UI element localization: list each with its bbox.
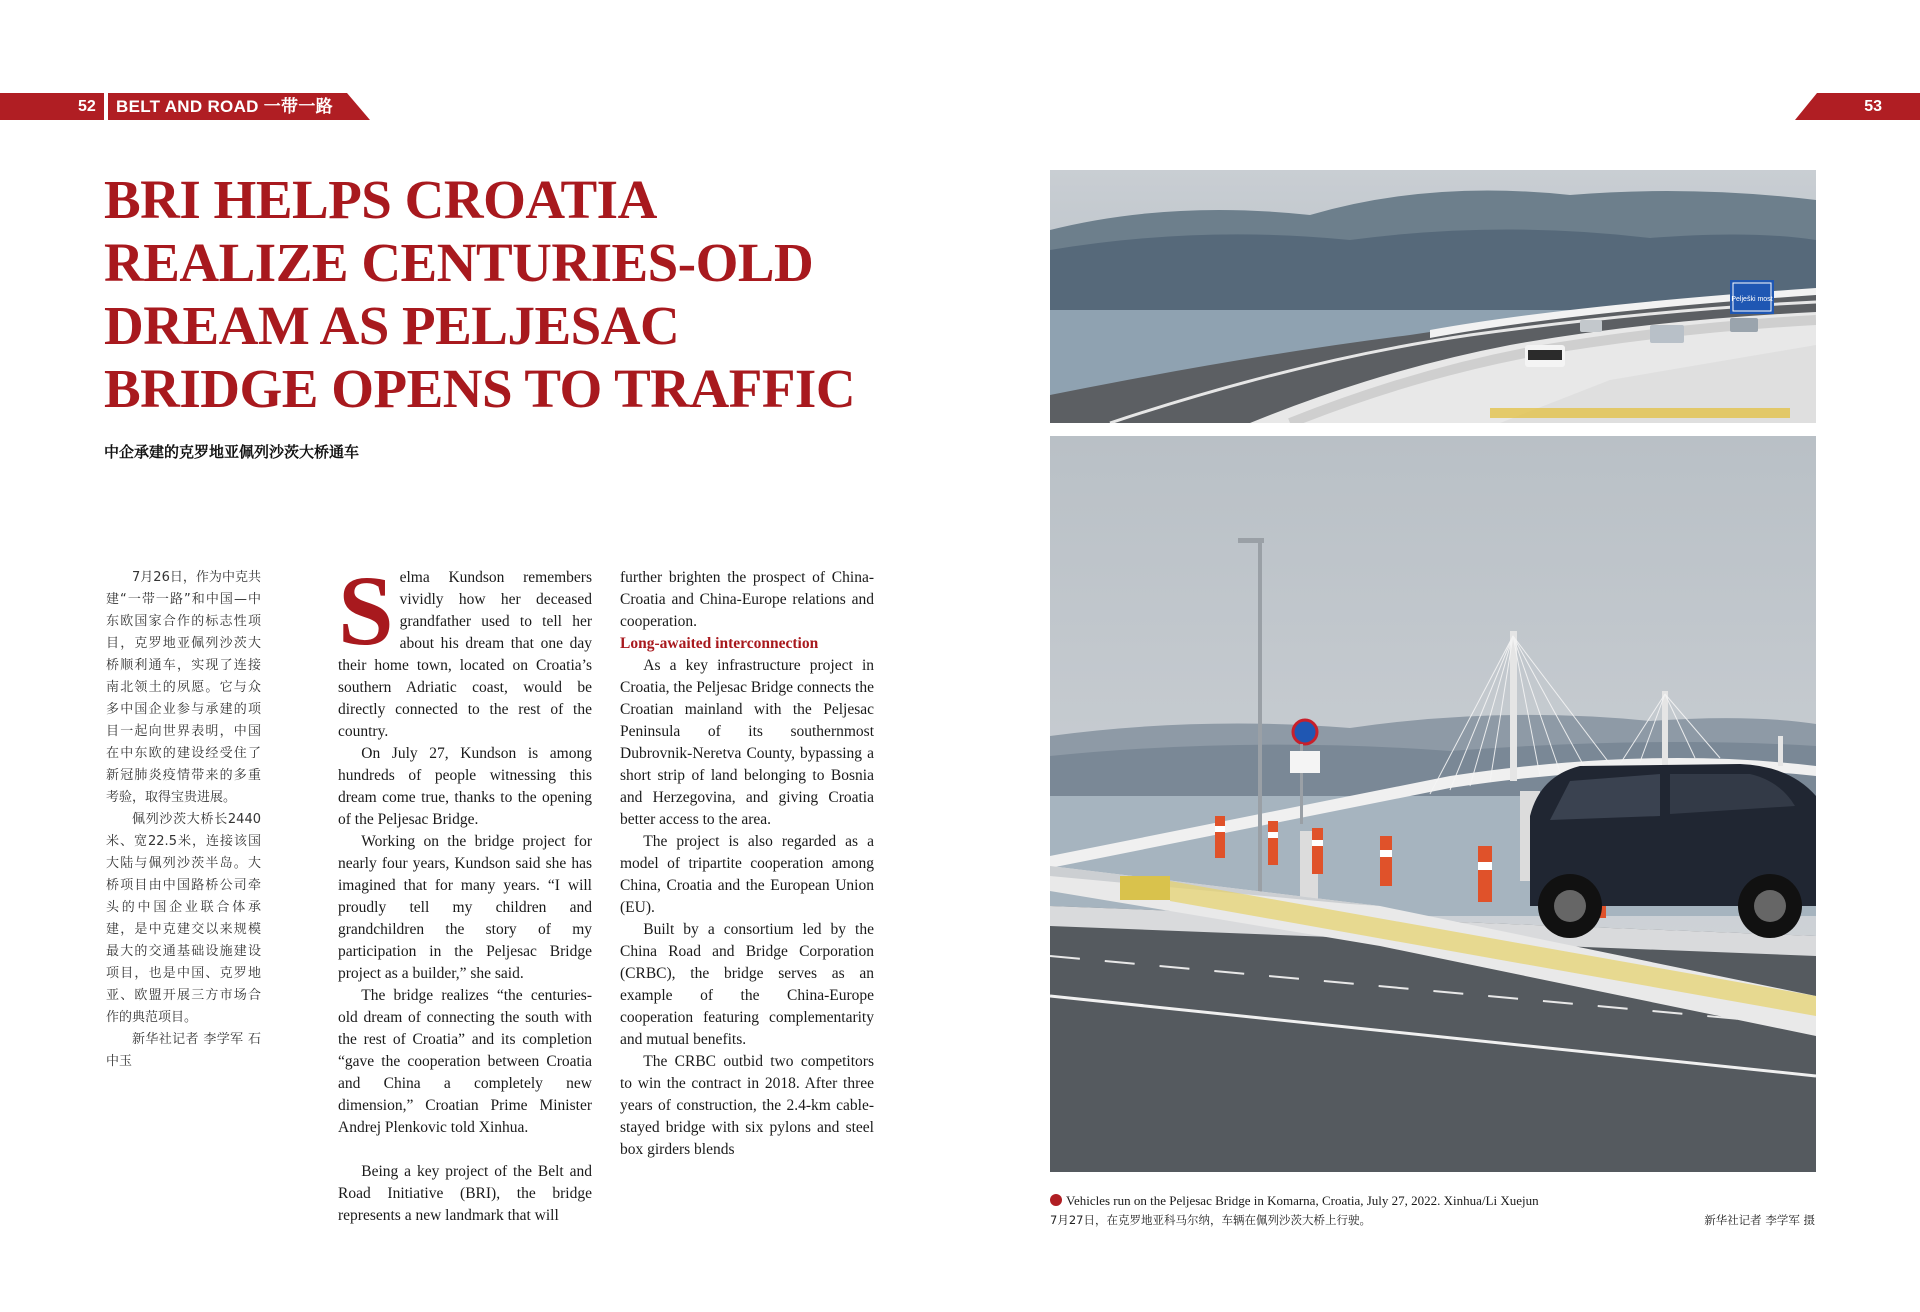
bridge-photo-top — [1050, 170, 1816, 423]
photo-caption-en-text: Vehicles run on the Peljesac Bridge in Komarna, Croatia, July 27, 2022. Xinhua/Li Xuejun — [1066, 1193, 1539, 1208]
left-page-number: 52 — [78, 98, 96, 115]
headline-line: BRI HELPS CROATIA — [104, 169, 657, 230]
article-paragraph: further brighten the prospect of China-Croatia and China-Europe relations and cooperation. — [620, 569, 874, 630]
header-divider — [104, 93, 108, 120]
bridge-photo-top-illustration — [1050, 170, 1816, 423]
photo-caption-cn: 7月27日，在克罗地亚科马尔纳，车辆在佩列沙茨大桥上行驶。 — [1050, 1213, 1371, 1227]
article-paragraph: The bridge realizes “the centuries-old dream of connecting the south with the rest of Croatia” and its completion “gave the cooperation between Croatia and China a completely new dimension,” Croatian Prime Minister Andrej Plenkovic told Xinhua. — [338, 987, 592, 1136]
right-page-number: 53 — [1864, 98, 1882, 115]
camera-icon — [1050, 1194, 1062, 1206]
article-paragraph: Built by a consortium led by the China Road and Bridge Corporation (CRBC), the bridge serves as an example of the China-Europe cooperation featuring complementarity and mutual benefits. — [620, 921, 874, 1048]
article-paragraph: The CRBC outbid two competitors to win the contract in 2018. After three years of construction, the 2.4-km cable-stayed bridge with six pylons and steel box girders blends — [620, 1053, 874, 1158]
article-paragraph — [338, 555, 592, 743]
section-label: BELT AND ROAD 一带一路 — [116, 97, 333, 116]
article-subheading: Long-awaited interconnection — [620, 635, 819, 652]
bridge-photo-main — [1050, 436, 1816, 1172]
article-column-1 — [338, 555, 592, 1227]
headline — [104, 168, 904, 420]
bridge-photo-main-illustration — [1050, 436, 1816, 1172]
article-paragraph: Working on the bridge project for nearly four years, Kundson said she has imagined that for many years. “I will proudly tell my children and grandchildren the story of my participation in the Peljesac Bridge project as a builder,” she said. — [338, 833, 592, 982]
chinese-title: 中企承建的克罗地亚佩列沙茨大桥通车 — [104, 443, 360, 461]
article-paragraph: The project is also regarded as a model of tripartite cooperation among China, Croatia and the European Union (EU). — [620, 833, 874, 916]
chinese-paragraph: 7月26日，作为中克共建“一带一路”和中国—中东欧国家合作的标志性项目，克罗地亚佩列沙茨大桥顺利通车，实现了连接南北领土的夙愿。它与众多中国企业参与承建的项目一起向世界表明，中国在中东欧的建设经受住了新冠肺炎疫情带来的多重考验，取得宝贵进展。 — [106, 570, 261, 805]
chinese-paragraph: 佩列沙茨大桥长2440米、宽22.5米，连接该国大陆与佩列沙茨半岛。大桥项目由中国路桥公司牵头的中国企业联合体承建，是中克建交以来规模最大的交通基础设施建设项目，也是中国、克罗地亚、欧盟开展三方市场合作的典范项目。 — [106, 812, 261, 1025]
headline-line: DREAM AS PELJESAC — [104, 295, 680, 356]
drop-cap: S — [338, 555, 394, 666]
header-band-right — [1795, 93, 1920, 120]
article-paragraph: As a key infrastructure project in Croatia, the Peljesac Bridge connects the Croatian mainland with the Peljesac Peninsula of its southernmost Dubrovnik-Neretva County, bypassing a short strip of land belonging to Bosnia and Herzegovina, and giving Croatia better access to the area. — [620, 657, 874, 828]
photo-caption-en — [1050, 1193, 1539, 1209]
headline-line: REALIZE CENTURIES-OLD — [104, 232, 814, 293]
headline-line: BRIDGE OPENS TO TRAFFIC — [104, 358, 856, 419]
chinese-byline: 新华社记者 李学军 石中玉 — [106, 1032, 261, 1069]
article-paragraph: Being a key project of the Belt and Road Initiative (BRI), the bridge represents a new landmark that will — [338, 1163, 592, 1224]
lead-text: elma Kundson remembers vividly how her deceased grandfather used to tell her about his dream that one day their home town, located on Croatia’s southern Adriatic coast, would be directly connected to the rest of the country. — [338, 569, 592, 740]
article-paragraph: On July 27, Kundson is among hundreds of people witnessing this dream come true, thanks to the opening of the Peljesac Bridge. — [338, 745, 592, 828]
chinese-summary — [106, 567, 261, 1073]
photo-credit-cn: 新华社记者 李学军 摄 — [1704, 1213, 1815, 1227]
bridge-sign-text: Pelješki most — [1731, 296, 1773, 303]
article-column-2 — [620, 567, 874, 1161]
